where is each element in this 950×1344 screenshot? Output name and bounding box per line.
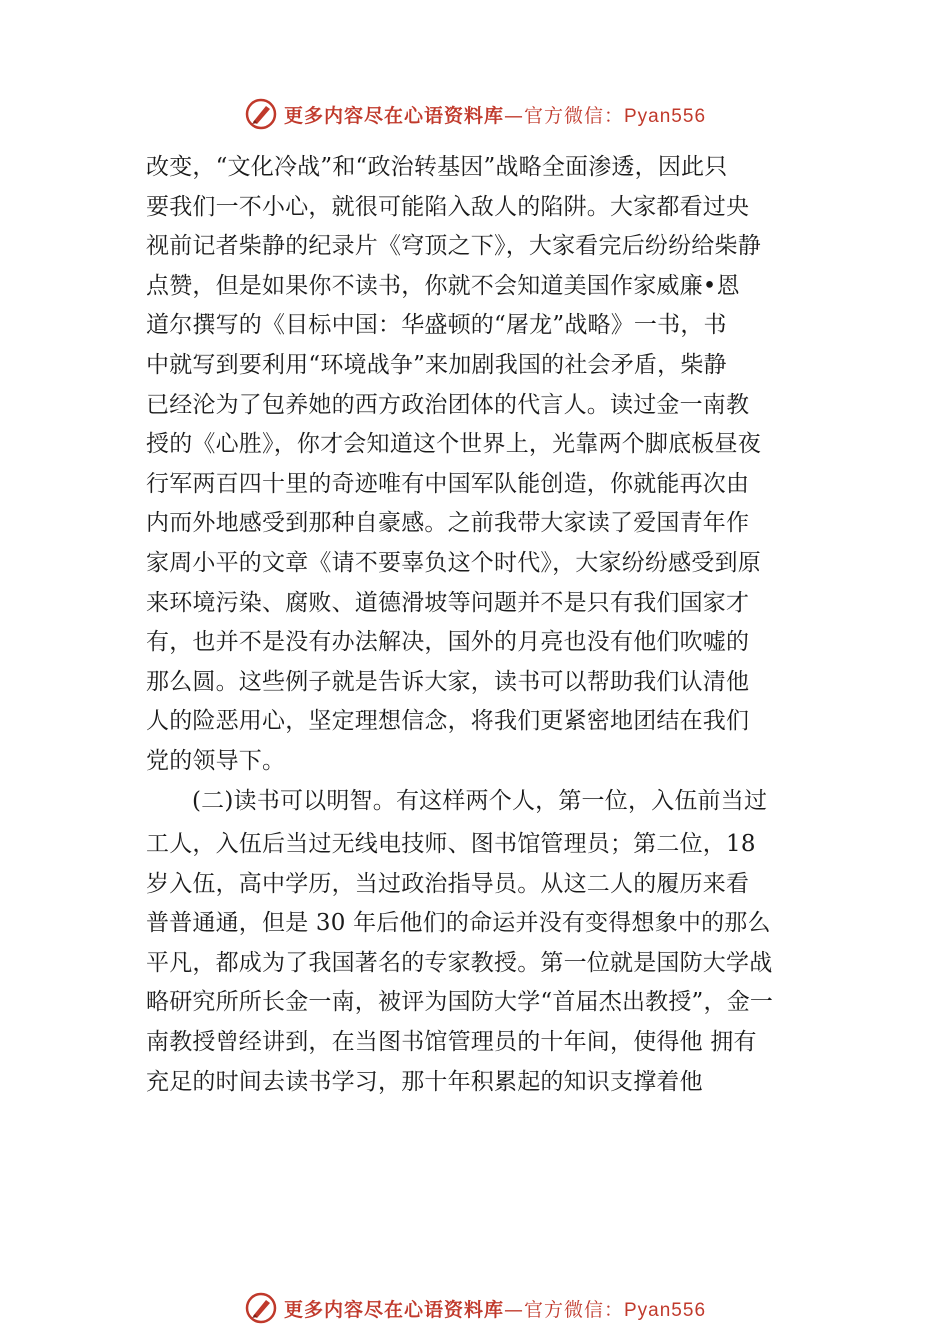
body-line: 充足的时间去读书学习，那十年积累起的知识支撑着他 <box>146 1068 703 1095</box>
banner-separator: — <box>503 104 524 127</box>
body-line: 那么圆。这些例子就是告诉大家，读书可以帮助我们认清他 <box>146 668 750 695</box>
banner-text <box>284 101 706 128</box>
document-body <box>146 148 836 1102</box>
body-line: 平凡，都成为了我国著名的专家教授。第一位就是国防大学战 <box>146 949 773 976</box>
banner-wechat-label: 官方微信： <box>523 1298 624 1321</box>
pen-logo-icon <box>244 97 278 131</box>
body-line: 已经沦为了包养她的西方政治团体的代言人。读过金一南教 <box>146 391 750 418</box>
banner-main-text: 更多内容尽在心语资料库 <box>283 1298 504 1321</box>
banner-separator: — <box>503 1298 524 1321</box>
body-line: 行军两百四十里的奇迹唯有中国军队能创造，你就能再次由 <box>146 470 750 497</box>
body-line: 家周小平的文章《请不要辜负这个时代》，大家纷纷感受到原 <box>146 549 761 576</box>
body-line: 普普通通，但是 30 年后他们的命运并没有变得想象中的那么 <box>146 910 771 937</box>
body-line: 工人，入伍后当过无线电技师、图书馆管理员；第二位，18 <box>146 831 756 858</box>
body-line: 南教授曾经讲到，在当图书馆管理员的十年间，使得他 拥有 <box>146 1029 757 1056</box>
body-line: 道尔撰写的《目标中国：华盛顿的“屠龙”战略》一书，书 <box>146 312 727 339</box>
body-line: 内而外地感受到那种自豪感。之前我带大家读了爱国青年作 <box>146 510 750 537</box>
body-line: 人的险恶用心，坚定理想信念，将我们更紧密地团结在我们 <box>146 708 750 735</box>
body-line: 视前记者柴静的纪录片《穹顶之下》，大家看完后纷纷给柴静 <box>146 233 761 260</box>
body-line: 授的《心胜》，你才会知道这个世界上，光靠两个脚底板昼夜 <box>146 431 761 458</box>
body-line: 来环境污染、腐败、道德滑坡等问题并不是只有我们国家才 <box>146 589 750 616</box>
body-line: 党的领导下。 <box>146 747 286 774</box>
body-line: 有，也并不是没有办法解决，国外的月亮也没有他们吹嘘的 <box>146 629 750 656</box>
banner-wechat-label: 官方微信： <box>523 104 624 127</box>
footer-banner <box>0 1288 950 1328</box>
banner-text <box>284 1295 706 1322</box>
body-line: 要我们一不小心，就很可能陷入敌人的陷阱。大家都看过央 <box>146 193 750 220</box>
section-heading-line: (二)读书可以明智。有这样两个人，第一位，入伍前当过 <box>192 787 768 814</box>
pen-logo-icon <box>244 1291 278 1325</box>
body-line: 岁入伍，高中学历，当过政治指导员。从这二人的履历来看 <box>146 870 750 897</box>
banner-main-text: 更多内容尽在心语资料库 <box>283 104 504 127</box>
header-banner <box>0 94 950 134</box>
body-line: 改变，“文化冷战”和“政治转基因”战略全面渗透，因此只 <box>146 154 728 180</box>
body-line: 中就写到要利用“环境战争”来加剧我国的社会矛盾，柴静 <box>146 351 727 378</box>
banner-wechat-id: Pyan556 <box>624 1299 707 1321</box>
banner-wechat-id: Pyan556 <box>624 105 707 127</box>
body-line: 略研究所所长金一南，被评为国防大学“首届杰出教授”，金一 <box>146 989 774 1016</box>
body-line: 点赞，但是如果你不读书，你就不会知道美国作家威廉•恩 <box>146 272 740 299</box>
